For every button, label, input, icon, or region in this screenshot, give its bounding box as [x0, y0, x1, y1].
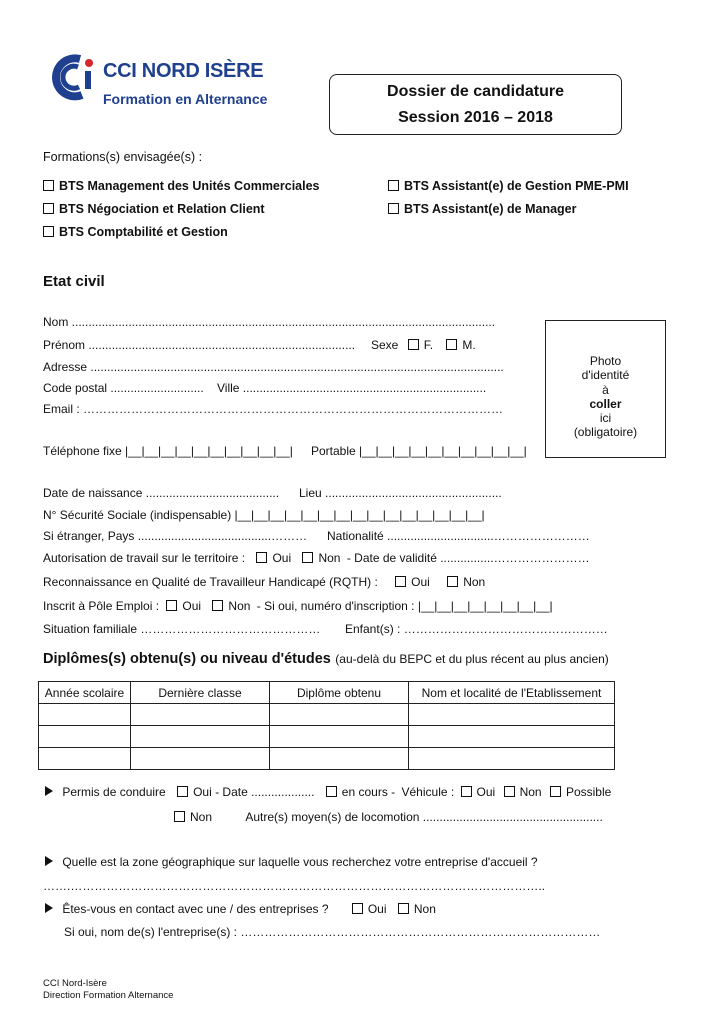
- col-header: Année scolaire: [39, 682, 131, 704]
- formation-option-muc[interactable]: BTS Management des Unités Commerciales: [43, 179, 320, 193]
- photo-text: Photo: [589, 354, 622, 368]
- diplomes-heading-row: [43, 650, 609, 668]
- non-label: Non: [190, 810, 213, 824]
- pays-field[interactable]: Si étranger, Pays ........................................………: [43, 529, 308, 543]
- checkbox-icon[interactable]: [256, 552, 267, 563]
- photo-text: coller: [589, 396, 622, 411]
- lieu-field[interactable]: Lieu .....................................................: [299, 486, 502, 500]
- diplomes-note: (au-delà du BEPC et du plus récent au plus ancien): [335, 652, 609, 666]
- triangle-bullet-icon: [45, 903, 53, 913]
- logo-text: CCI NORD ISÈRE: [103, 60, 264, 82]
- sexe-field: Sexe F. M.: [371, 338, 476, 352]
- footer-line-1: CCI Nord-Isère: [43, 978, 107, 989]
- table-row: [39, 748, 615, 770]
- formation-option-nrc[interactable]: BTS Négociation et Relation Client: [43, 202, 265, 216]
- checkbox-icon[interactable]: [388, 180, 399, 191]
- non-label: Non: [519, 785, 542, 799]
- checkbox-icon[interactable]: [550, 786, 561, 797]
- oui-label: Oui: [272, 551, 292, 565]
- formation-option-am[interactable]: BTS Assistant(e) de Manager: [388, 202, 577, 216]
- checkbox-icon[interactable]: [212, 600, 223, 611]
- photo-text: ici: [599, 411, 612, 426]
- checkbox-icon[interactable]: [43, 203, 54, 214]
- table-row: [39, 704, 615, 726]
- zone-answer-field[interactable]: …….………………………………………………………………………………………………………..: [43, 879, 546, 893]
- portable-field[interactable]: Portable |__|__|__|__|__|__|__|__|__|__|: [311, 444, 527, 458]
- col-header: Nom et localité de l'Etablissement: [409, 682, 615, 704]
- table-cell[interactable]: [409, 704, 615, 726]
- permis-date-field[interactable]: Oui - Date ...................: [193, 785, 315, 799]
- non-label: Non: [228, 599, 251, 613]
- contact-row: [45, 902, 436, 916]
- autorisation-label: Autorisation de travail sur le territoire :: [43, 551, 246, 565]
- title-line-2: Session 2016 – 2018: [398, 109, 553, 126]
- checkbox-icon[interactable]: [302, 552, 313, 563]
- checkbox-icon[interactable]: [446, 339, 457, 350]
- pole-emploi-label: Inscrit à Pôle Emploi :: [43, 599, 160, 613]
- table-row: [39, 726, 615, 748]
- logo-subtitle: Formation en Alternance: [103, 91, 268, 107]
- date-naissance-field[interactable]: Date de naissance ........................................: [43, 486, 280, 500]
- table-cell[interactable]: [131, 748, 270, 770]
- numero-inscription-field[interactable]: Si oui, numéro d'inscription : |__|__|__|__|__|__|__|__|: [264, 599, 553, 613]
- oui-label: Oui: [182, 599, 202, 613]
- photo-box: [545, 320, 666, 458]
- oui-label: Oui: [476, 785, 496, 799]
- checkbox-icon[interactable]: [43, 226, 54, 237]
- checkbox-icon[interactable]: [177, 786, 188, 797]
- contact-question: Êtes-vous en contact avec une / des entreprises ?: [62, 902, 329, 916]
- checkbox-icon[interactable]: [326, 786, 337, 797]
- triangle-bullet-icon: [45, 786, 53, 796]
- table-cell[interactable]: [131, 726, 270, 748]
- checkbox-icon[interactable]: [174, 811, 185, 822]
- title-box: [329, 74, 622, 135]
- nom-field[interactable]: Nom ...............................................................................................................................: [43, 315, 496, 329]
- non-label: Non: [463, 575, 486, 589]
- photo-text: d'identité: [581, 368, 630, 383]
- table-cell[interactable]: [39, 726, 131, 748]
- autres-moyens-field[interactable]: Autre(s) moyen(s) de locomotion ......................................................: [245, 810, 603, 824]
- ville-field[interactable]: Ville .........................................................................: [217, 381, 487, 395]
- checkbox-icon[interactable]: [447, 576, 458, 587]
- situation-field[interactable]: Situation familiale ………………………………………: [43, 622, 321, 636]
- table-cell[interactable]: [270, 726, 409, 748]
- securite-sociale-field[interactable]: N° Sécurité Sociale (indispensable) |__|__|__|__|__|__|__|__|__|__|__|__|__|__|__|: [43, 508, 485, 522]
- sexe-label: Sexe: [371, 338, 399, 352]
- triangle-bullet-icon: [45, 856, 53, 866]
- table-cell[interactable]: [39, 748, 131, 770]
- checkbox-icon[interactable]: [398, 903, 409, 914]
- possible-label: Possible: [565, 785, 612, 799]
- autorisation-row: Autorisation de travail sur le territoire : Oui Non - Date de validité ................……………………: [43, 551, 590, 565]
- zone-question: Quelle est la zone géographique sur laquelle vous recherchez votre entreprise d'accueil ?: [62, 855, 538, 869]
- code-postal-field[interactable]: Code postal ............................: [43, 381, 204, 395]
- zone-question-row: [45, 855, 538, 869]
- oui-label: Oui: [411, 575, 430, 589]
- table-cell[interactable]: [409, 748, 615, 770]
- permis-row: [45, 785, 611, 799]
- checkbox-icon[interactable]: [408, 339, 419, 350]
- col-header: Dernière classe: [131, 682, 270, 704]
- checkbox-icon[interactable]: [395, 576, 406, 587]
- checkbox-icon[interactable]: [461, 786, 472, 797]
- formation-option-cg[interactable]: BTS Comptabilité et Gestion: [43, 225, 228, 239]
- diplomes-table: [38, 681, 615, 770]
- checkbox-icon[interactable]: [166, 600, 177, 611]
- table-cell[interactable]: [131, 704, 270, 726]
- checkbox-icon[interactable]: [504, 786, 515, 797]
- cci-logo-icon: [52, 53, 98, 101]
- title-line-1: Dossier de candidature: [387, 83, 564, 100]
- table-cell[interactable]: [39, 704, 131, 726]
- vehicule-label: Véhicule :: [401, 785, 455, 799]
- nationalite-field[interactable]: Nationalité ................................……………………: [327, 529, 590, 543]
- non-label: Non: [318, 551, 341, 565]
- footer-line-2: Direction Formation Alternance: [43, 990, 174, 1001]
- formations-label: Formations(s) envisagée(s) :: [43, 150, 203, 164]
- photo-text: (obligatoire): [573, 425, 638, 440]
- col-header: Diplôme obtenu: [270, 682, 409, 704]
- non-autres-row: [174, 810, 603, 824]
- table-cell[interactable]: [409, 726, 615, 748]
- table-cell[interactable]: [270, 704, 409, 726]
- email-field[interactable]: Email : ……………………………………………………………………………………………: [43, 402, 504, 416]
- adresse-field[interactable]: Adresse ............................................................................................................................: [43, 360, 504, 374]
- photo-text: à: [602, 382, 609, 397]
- checkbox-icon[interactable]: [352, 903, 363, 914]
- oui-label: Oui: [367, 902, 387, 916]
- prenom-field[interactable]: Prénom ................................................................................: [43, 338, 356, 352]
- enfants-field[interactable]: Enfant(s) : ……………………………………………: [345, 622, 608, 636]
- diplomes-heading: Diplômes(s) obtenu(s) ou niveau d'études: [43, 651, 331, 667]
- checkbox-icon[interactable]: [43, 180, 54, 191]
- checkbox-icon[interactable]: [388, 203, 399, 214]
- formation-option-ag-pme[interactable]: BTS Assistant(e) de Gestion PME-PMI: [388, 179, 629, 193]
- rqth-row: [43, 575, 485, 589]
- etat-civil-heading: Etat civil: [43, 273, 105, 290]
- pole-emploi-row: Inscrit à Pôle Emploi : Oui Non - Si oui, numéro d'inscription : |__|__|__|__|__|__|__|__|: [43, 599, 553, 613]
- table-header-row: [39, 682, 615, 704]
- telephone-field[interactable]: Téléphone fixe |__|__|__|__|__|__|__|__|__|__|: [43, 444, 293, 458]
- entreprise-nom-field[interactable]: Si oui, nom de(s) l'entreprise(s) : ………………………………………………………………………………: [64, 925, 601, 939]
- rqth-label: Reconnaissance en Qualité de Travailleur Handicapé (RQTH) :: [43, 575, 378, 589]
- permis-label: Permis de conduire: [62, 785, 166, 799]
- non-label: Non: [413, 902, 436, 916]
- en-cours-label: en cours -: [341, 785, 396, 799]
- table-cell[interactable]: [270, 748, 409, 770]
- date-validite-field[interactable]: Date de validité ................……………………: [354, 551, 590, 565]
